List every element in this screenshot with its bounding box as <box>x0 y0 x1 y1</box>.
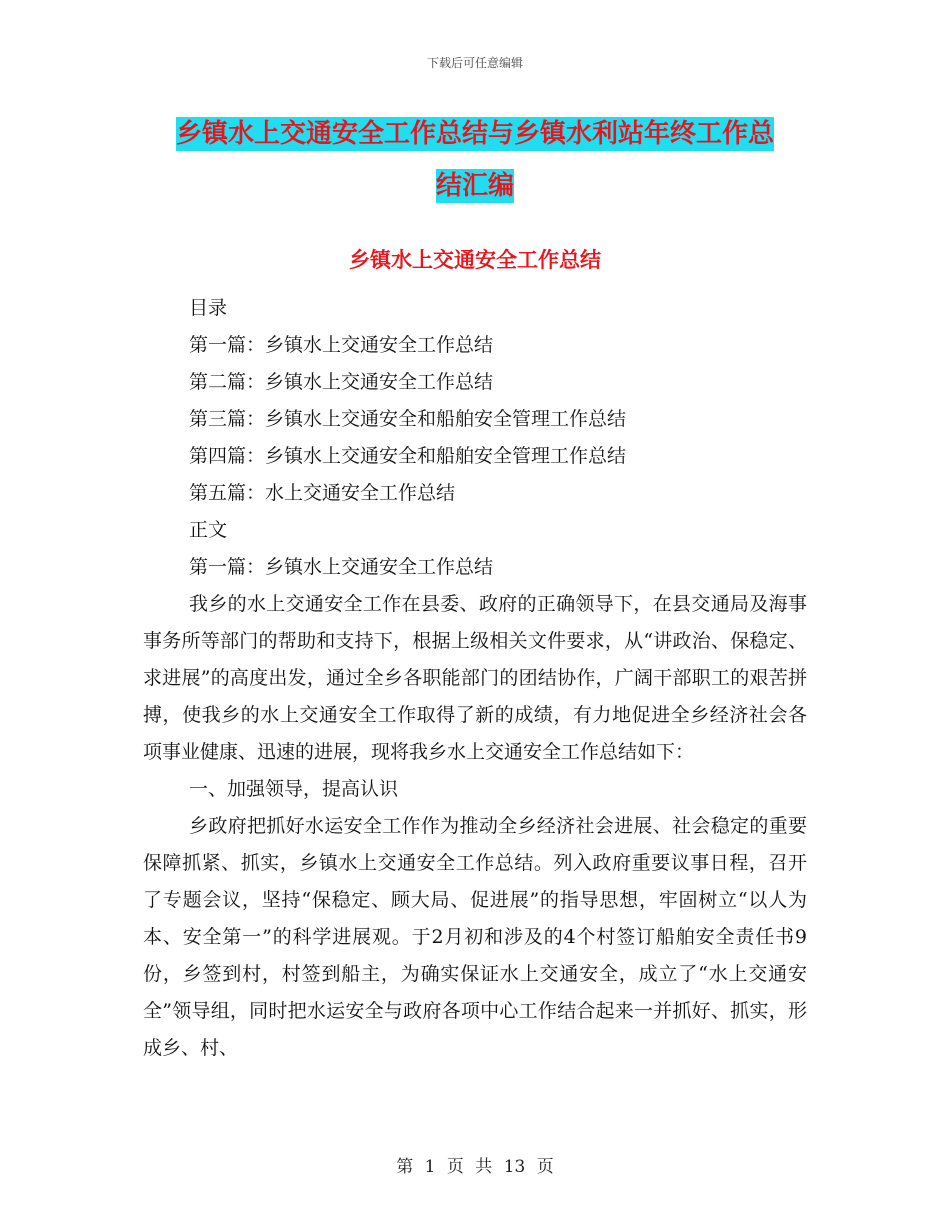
chapter-title: 第一篇：乡镇水上交通安全工作总结 <box>189 556 494 578</box>
paragraph-1: 我乡的水上交通安全工作在县委、政府的正确领导下，在县交通局及海事事务所等部门的帮助和支持下，根据上级相关文件要求，从“讲政治、保稳定、求进展”的高度出发，通过全乡各职能部门的团结协作，广阔干部职工的艰苦拼搏，使我乡的水上交通安全工作取得了新的成绩，有力地促进全乡经济社会各项事业健康、迅速的进展，现将我乡水上交通安全工作总结如下： <box>143 593 807 763</box>
toc-item-5: 第五篇：水上交通安全工作总结 <box>189 482 456 504</box>
toc-heading: 目录 <box>189 297 228 319</box>
paragraph-2: 乡政府把抓好水运安全工作作为推动全乡经济社会进展、社会稳定的重要保障抓紧、抓实，乡镇水上交通安全工作总结。列入政府重要议事日程，召开了专题会议，坚持“保稳定、顾大局、促进展”的指导思想，牢固树立“以人为本、安全第一”的科学进展观。于2月初和涉及的4个村签订船舶安全责任书9份，乡签到村，村签到船主，为确实保证水上交通安全，成立了“水上交通安全”领导组，同时把水运安全与政府各项中心工作结合起来一并抓好、抓实，形成乡、村、 <box>143 815 807 1059</box>
title-line-2: 结汇编 <box>435 171 514 201</box>
page-footer: 第 1 页 共 13 页 <box>396 1157 554 1177</box>
body-heading: 正文 <box>189 519 228 541</box>
toc-item-4: 第四篇：乡镇水上交通安全和船舶安全管理工作总结 <box>189 445 627 467</box>
document-title <box>0 108 950 212</box>
title-line-1: 乡镇水上交通安全工作总结与乡镇水利站年终工作总 <box>175 119 774 149</box>
header-note: 下载后可任意编辑 <box>426 56 523 70</box>
toc-item-3: 第三篇：乡镇水上交通安全和船舶安全管理工作总结 <box>189 408 627 430</box>
subheading-1: 一、加强领导，提高认识 <box>189 778 399 800</box>
section-title: 乡镇水上交通安全工作总结 <box>349 248 601 272</box>
toc-item-2: 第二篇：乡镇水上交通安全工作总结 <box>189 371 494 393</box>
document-body <box>143 290 807 1067</box>
toc-item-1: 第一篇：乡镇水上交通安全工作总结 <box>189 334 494 356</box>
